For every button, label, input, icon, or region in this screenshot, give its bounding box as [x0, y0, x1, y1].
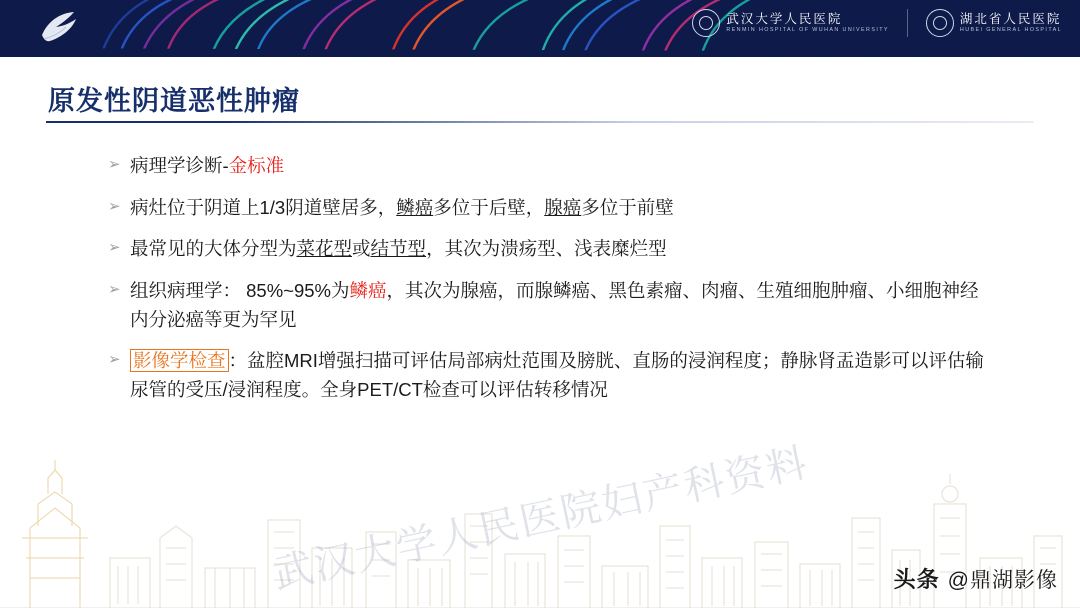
bullet-part: ，其次为溃疡型、浅表糜烂型 [426, 238, 667, 260]
hospital-name-cn: 武汉大学人民医院 [726, 11, 843, 26]
list-item [108, 347, 988, 404]
slide-content [0, 57, 1080, 608]
title-divider [46, 121, 1034, 123]
bullet-part: ：盆腔MRI增强扫描可评估局部病灶范围及膀胱、直肠的浸润程度；静脉肾盂造影可以评估输尿管的受压/浸润程度。全身PET/CT检查可以评估转移情况 [130, 350, 984, 401]
list-item [108, 194, 988, 223]
watermark-brand [894, 563, 1058, 594]
hospital-logos [692, 9, 1062, 37]
bullet-part: 多位于前壁 [581, 196, 674, 218]
bullet-marker-icon: ➢ [108, 156, 121, 173]
bullet-part-highlight: 金标准 [228, 155, 285, 176]
hospital-name-cn: 湖北省人民医院 [959, 11, 1062, 26]
page-title: 原发性阴道恶性肿瘤 [48, 86, 300, 116]
bullet-text-2 [130, 235, 988, 264]
bullet-part: 组织病理学： 85%~95%为 [130, 280, 350, 302]
bullet-part-underline: 腺癌 [544, 196, 582, 218]
bullet-part: ，其次为腺癌，而腺鳞癌、黑色素瘤、肉瘤、生殖细胞肿瘤、小细胞神经内分泌癌等更为罕见 [130, 280, 979, 330]
bullet-text-3 [130, 277, 988, 334]
bullet-part-underline: 结节型 [370, 238, 427, 260]
bird-logo-icon [38, 9, 80, 47]
bullet-part: 病理学诊断- [130, 155, 229, 176]
list-item [108, 152, 988, 181]
bullet-part: 或 [352, 238, 371, 260]
hospital-emblem-icon [926, 9, 954, 37]
bullet-part-boxed: 影像学检查 [130, 349, 229, 372]
bullet-text-1 [130, 194, 988, 223]
account-name: @鼎湖影像 [947, 568, 1058, 592]
top-banner [0, 0, 1080, 57]
bullet-marker-icon: ➢ [108, 351, 121, 369]
bullet-text-0 [130, 152, 988, 181]
watermark-text: 武汉大学人民医院妇产科资料 [268, 439, 813, 598]
hospital-name-en: RENMIN HOSPITAL OF WUHAN UNIVERSITY [726, 26, 889, 33]
bullet-list [108, 152, 988, 418]
hospital-name-en: HUBEI GENERAL HOSPITAL [959, 26, 1062, 33]
toutiao-icon: 头条 [893, 567, 940, 592]
bullet-part-underline: 鳞癌 [396, 196, 434, 218]
bullet-part: 最常见的大体分型为 [130, 238, 297, 260]
bullet-marker-icon: ➢ [108, 197, 121, 215]
hospital-emblem-icon [692, 9, 720, 37]
list-item [108, 235, 988, 264]
bullet-marker-icon: ➢ [108, 239, 121, 257]
bullet-marker-icon: ➢ [108, 281, 121, 299]
bullet-part: 多位于后壁， [433, 196, 545, 218]
bullet-part-underline: 菜花型 [296, 238, 353, 260]
bullet-part-highlight: 鳞癌 [349, 280, 387, 302]
bullet-part: 病灶位于阴道上1/3阴道壁居多， [130, 196, 397, 218]
list-item [108, 277, 988, 334]
hospital-logo-1 [926, 9, 1062, 37]
hospital-logo-0 [692, 9, 889, 37]
bullet-text-4 [130, 347, 988, 404]
logo-divider [907, 9, 908, 37]
